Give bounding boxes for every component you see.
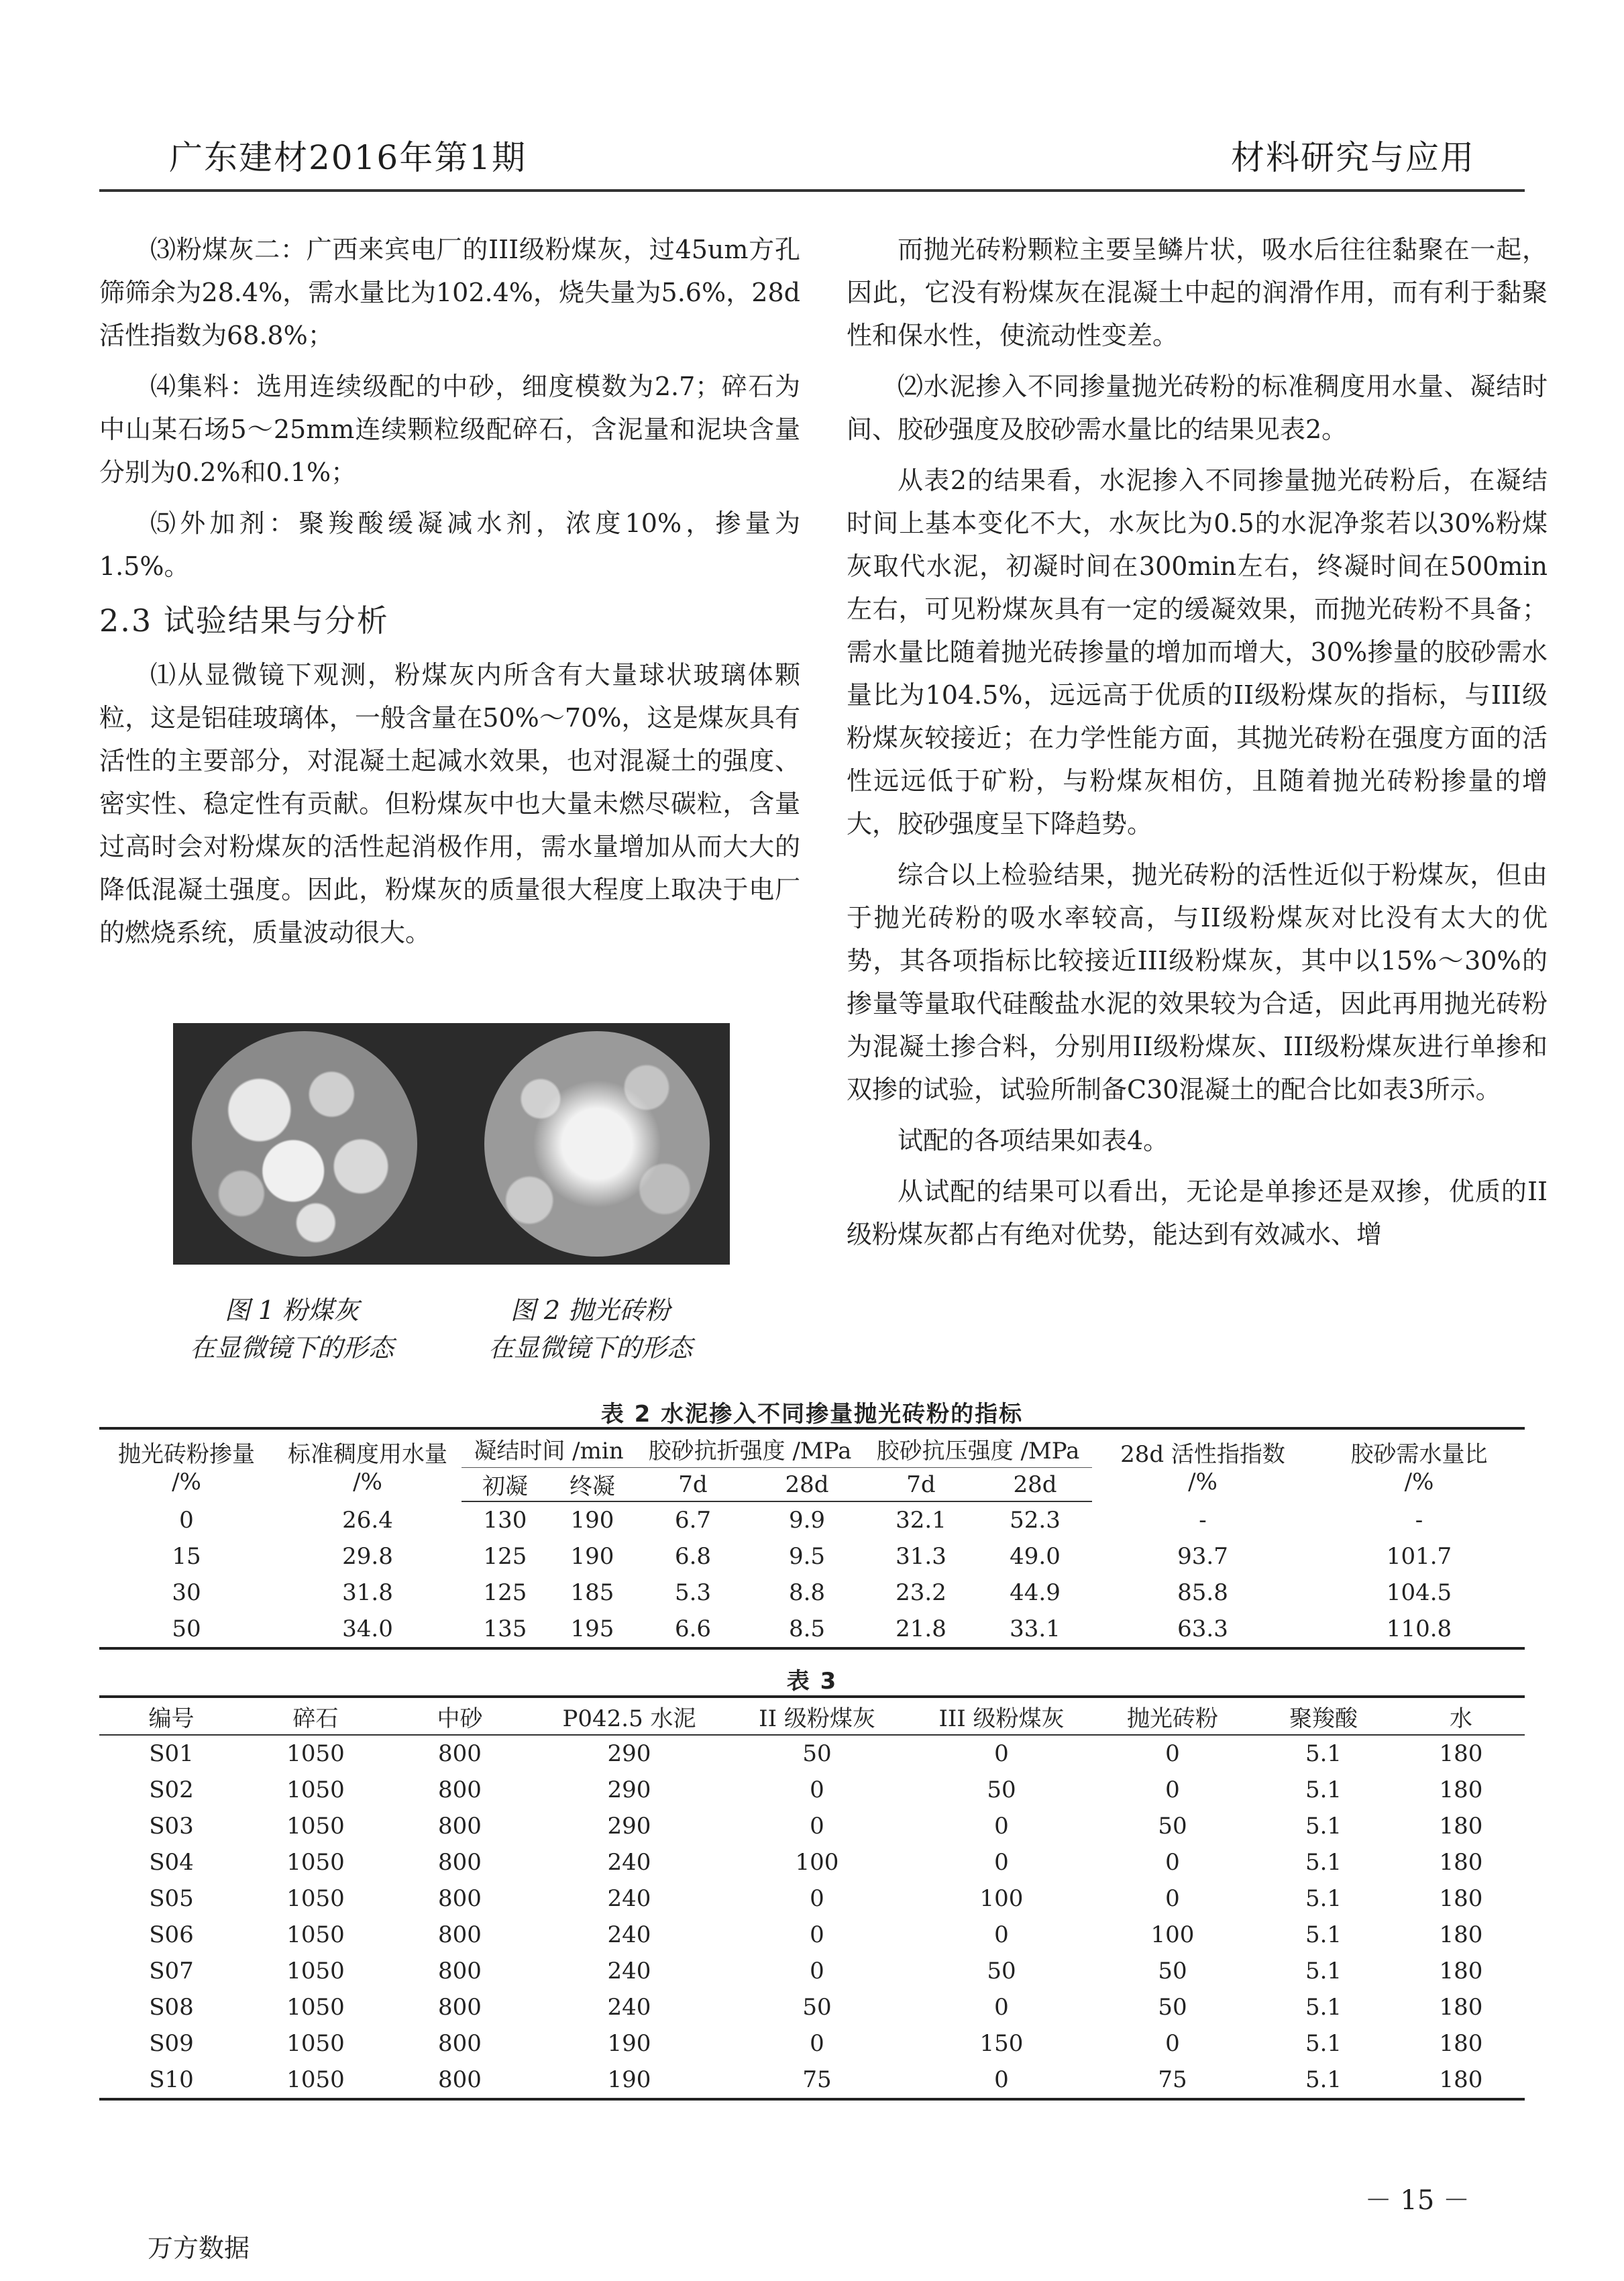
paragraph-flake-shape: 而抛光砖粉颗粒主要呈鳞片状，吸水后往往黏聚在一起，因此，它没有粉煤灰在混凝土中起的润滑作用，而有利于黏聚性和保水性，使流动性变差。 — [847, 235, 1548, 350]
table-cell: 0 — [994, 1994, 1009, 2021]
table-cell: 135 — [462, 1611, 549, 1648]
fly-ash-micrograph — [192, 1031, 417, 1257]
table-cell: 290 — [607, 1813, 651, 1840]
table-cell: 50 — [987, 1776, 1016, 1803]
table-cell: S04 — [149, 1849, 194, 1876]
table-2 — [99, 1427, 1525, 1650]
polishing-powder-micrograph — [484, 1031, 710, 1257]
table-cell: 1050 — [286, 1740, 345, 1767]
col-cement: P042.5 水泥 — [532, 1697, 726, 1735]
table-cell: 150 — [979, 2030, 1024, 2057]
paragraph-table2-intro: ⑵水泥掺入不同掺量抛光砖粉的标准稠度用水量、凝结时间、胶砂强度及胶砂需水量比的结果见表2。 — [847, 372, 1548, 444]
table-cell: 0 — [810, 2030, 824, 2057]
table-cell: S05 — [149, 1885, 194, 1912]
table-cell: 49.0 — [1010, 1543, 1061, 1570]
table-cell: 26.4 — [342, 1506, 393, 1534]
col-water-demand-label: 胶砂需水量比 — [1350, 1441, 1488, 1468]
table-cell: 0 — [810, 1813, 824, 1840]
page-number: － 15 － — [1364, 2185, 1470, 2216]
paragraph-trial-results: 从试配的结果可以看出，无论是单掺还是双掺，优质的II级粉煤灰都占有绝对优势，能达到有效减水、增 — [847, 1177, 1548, 1249]
section-header: 材料研究与应用 — [1231, 138, 1475, 177]
table-cell: 240 — [607, 1994, 651, 2021]
table-cell: S07 — [149, 1958, 194, 1984]
table-row — [99, 1953, 1525, 1989]
table-cell: 104.5 — [1386, 1579, 1452, 1606]
table-cell: 0 — [1165, 1776, 1180, 1803]
table-cell: 5.1 — [1305, 1921, 1342, 1948]
table-cell: 240 — [607, 1849, 651, 1876]
col-dosage — [99, 1428, 274, 1501]
table-cell: 0 — [810, 1921, 824, 1948]
table-cell: 5.1 — [1305, 1885, 1342, 1912]
table-cell: 130 — [483, 1507, 527, 1534]
paragraph-admixture: ⑸外加剂：聚羧酸缓凝减水剂，浓度10%，掺量为1.5%。 — [99, 509, 800, 581]
table-cell: 5.1 — [1305, 1849, 1342, 1876]
table-cell: 75 — [726, 2062, 908, 2099]
table-cell: 800 — [388, 2062, 532, 2099]
table-cell: 32.1 — [896, 1507, 946, 1534]
col-setting-time: 凝结时间 /min — [462, 1428, 636, 1468]
table-row — [99, 1917, 1525, 1953]
paragraph-aggregate: ⑷集料：选用连续级配的中砂，细度模数为2.7；碎石为中山某石场5～25mm连续颗粒级配碎石，含泥量和泥块含量分别为0.2%和0.1%； — [99, 372, 800, 487]
col-compressive-strength: 胶砂抗压强度 /MPa — [864, 1428, 1092, 1468]
table-row — [99, 1844, 1525, 1880]
table-cell: 800 — [438, 1849, 482, 1876]
table-cell: 195 — [549, 1611, 636, 1648]
table-row — [99, 2025, 1525, 2062]
table-cell: 100 — [795, 1849, 839, 1876]
table-cell: S03 — [149, 1813, 194, 1840]
table-cell: 190 — [607, 2030, 651, 2057]
table-cell: 180 — [1397, 2062, 1525, 2099]
table-row — [99, 2062, 1525, 2099]
table-cell: 290 — [607, 1740, 651, 1767]
paragraph-fly-ash-two: ⑶粉煤灰二：广西来宾电厂的III级粉煤灰，过45um方孔筛筛余为28.4%，需水量比为102.4%，烧失量为5.6%，28d活性指数为68.8%； — [99, 235, 800, 350]
table-cell: 5.1 — [1305, 2030, 1342, 2057]
table-cell: 1050 — [243, 2062, 388, 2099]
table-cell: S08 — [149, 1994, 194, 2021]
table-cell: 8.5 — [750, 1611, 864, 1648]
subcol-final-set: 终凝 — [549, 1468, 636, 1502]
table-2-title: 表 2 水泥掺入不同掺量抛光砖粉的指标 — [600, 1401, 1024, 1428]
section-heading-results: 2.3 试验结果与分析 — [99, 602, 389, 639]
table-cell: 93.7 — [1177, 1543, 1228, 1570]
table-cell: 800 — [438, 1994, 482, 2021]
table-cell: 0 — [1165, 1740, 1180, 1767]
table-cell: 21.8 — [864, 1611, 978, 1648]
table-row — [99, 1880, 1525, 1917]
figure-2-caption-line2: 在显微镜下的形态 — [488, 1333, 692, 1363]
table-cell: 6.6 — [636, 1611, 750, 1648]
table-row — [99, 1735, 1525, 1772]
table-cell: 0 — [810, 1776, 824, 1803]
table-cell: 50 — [1158, 1813, 1187, 1840]
table-cell: 1050 — [286, 1885, 345, 1912]
table-cell: 1050 — [286, 1958, 345, 1984]
table-cell: 1050 — [286, 1921, 345, 1948]
table-cell: S09 — [149, 2030, 194, 2057]
table-cell: 5.1 — [1305, 1776, 1342, 1803]
table-cell: 800 — [438, 1776, 482, 1803]
table-cell: 31.8 — [342, 1579, 393, 1606]
table-cell: 1050 — [286, 2030, 345, 2057]
table-cell: 5.1 — [1305, 1958, 1342, 1984]
col-water: 水 — [1397, 1697, 1525, 1735]
col-id: 编号 — [99, 1697, 243, 1735]
table-cell: 290 — [607, 1776, 651, 1803]
table-cell: 6.8 — [674, 1543, 712, 1570]
subcol-comp-28d: 28d — [978, 1468, 1092, 1502]
col-polycarboxylate: 聚羧酸 — [1250, 1697, 1397, 1735]
table-cell: 50 — [1158, 1958, 1187, 1984]
table-cell: 180 — [1439, 1813, 1483, 1840]
col-dosage-unit: /% — [172, 1469, 201, 1495]
paragraph-microscope: ⑴从显微镜下观测，粉煤灰内所含有大量球状玻璃体颗粒，这是铝硅玻璃体，一般含量在50%～70%，这是煤灰具有活性的主要部分，对混凝土起减水效果，也对混凝土的强度、密实性、稳定性有贡献。但粉煤灰中也大量未燃尽碳粒，含量过高时会对粉煤灰的活性起消极作用，需水量增加从而大大的降低混凝土强度。因此，粉煤灰的质量很大程度上取决于电厂的燃烧系统，质量波动很大。 — [99, 660, 800, 947]
table-cell: 63.3 — [1092, 1611, 1313, 1648]
table-cell: 23.2 — [896, 1579, 946, 1606]
table-cell: 1050 — [286, 1994, 345, 2021]
col-activity-index — [1092, 1428, 1313, 1501]
table-cell: 180 — [1439, 1849, 1483, 1876]
table-cell: - — [1199, 1506, 1207, 1534]
table-cell: 800 — [438, 2030, 482, 2057]
table-cell: 50 — [802, 1740, 832, 1767]
table-cell: 180 — [1439, 1740, 1483, 1767]
table-row — [99, 1611, 1525, 1648]
table-cell: 1050 — [286, 1813, 345, 1840]
subcol-flex-28d: 28d — [750, 1468, 864, 1502]
table-cell: 180 — [1439, 1958, 1483, 1984]
table-cell: 75 — [1095, 2062, 1250, 2099]
figure-1-caption — [138, 1291, 446, 1367]
col-water-demand-unit: /% — [1404, 1469, 1434, 1495]
table-row — [99, 1989, 1525, 2025]
col-water-unit: /% — [353, 1469, 382, 1495]
table-cell: 52.3 — [1010, 1507, 1061, 1534]
table-cell: 101.7 — [1386, 1543, 1452, 1570]
table-cell: 110.8 — [1313, 1611, 1525, 1648]
table-row — [99, 1501, 1525, 1538]
table-cell: 125 — [483, 1579, 527, 1606]
col-fly-ash-grade-3: III 级粉煤灰 — [908, 1697, 1095, 1735]
col-fly-ash-grade-2: II 级粉煤灰 — [726, 1697, 908, 1735]
table-cell: 0 — [810, 1885, 824, 1912]
subcol-initial-set: 初凝 — [462, 1468, 549, 1502]
table-cell: 85.8 — [1177, 1579, 1228, 1606]
table-cell: 5.3 — [674, 1579, 712, 1606]
col-water-demand — [1313, 1428, 1525, 1501]
header-divider — [99, 189, 1525, 192]
subcol-flex-7d: 7d — [636, 1468, 750, 1502]
table-cell: 15 — [172, 1543, 201, 1570]
table-cell: 180 — [1439, 1921, 1483, 1948]
table-cell: 5.1 — [1305, 1740, 1342, 1767]
table-cell: 800 — [438, 1921, 482, 1948]
table-row — [99, 1772, 1525, 1808]
table-cell: 0 — [1165, 1885, 1180, 1912]
table-cell: 190 — [532, 2062, 726, 2099]
col-polishing-powder: 抛光砖粉 — [1095, 1697, 1250, 1735]
table-cell: 0 — [810, 1958, 824, 1984]
table-cell: 0 — [179, 1506, 194, 1534]
table-cell: S02 — [149, 1776, 194, 1803]
table-cell: 33.1 — [978, 1611, 1092, 1648]
subcol-comp-7d: 7d — [864, 1468, 978, 1502]
table-cell: 30 — [172, 1579, 201, 1606]
table-cell: - — [1415, 1506, 1423, 1534]
table-cell: 0 — [994, 1921, 1009, 1948]
table-cell: 0 — [994, 1740, 1009, 1767]
table-cell: 240 — [607, 1921, 651, 1948]
col-gravel: 碎石 — [243, 1697, 388, 1735]
table-cell: 0 — [994, 1813, 1009, 1840]
table-cell: 185 — [570, 1579, 614, 1606]
table-cell: 190 — [570, 1543, 614, 1570]
microscope-figure — [173, 1023, 730, 1265]
col-dosage-label: 抛光砖粉掺量 — [118, 1441, 255, 1468]
paragraph-table4-ref: 试配的各项结果如表4。 — [898, 1126, 1169, 1155]
table-cell: 50 — [802, 1994, 832, 2021]
table-cell: 50 — [99, 1611, 274, 1648]
table-cell: 0 — [1165, 2030, 1180, 2057]
figure-2-caption — [436, 1291, 745, 1367]
col-water-label: 标准稠度用水量 — [288, 1441, 447, 1468]
table-row — [99, 1575, 1525, 1611]
table-cell: 1050 — [286, 1849, 345, 1876]
table-cell: 31.3 — [896, 1543, 946, 1570]
table-cell: 190 — [570, 1507, 614, 1534]
table-cell: 125 — [483, 1543, 527, 1570]
figure-1-caption-line2: 在显微镜下的形态 — [189, 1333, 394, 1363]
table-row — [99, 1538, 1525, 1575]
col-activity-unit: /% — [1188, 1469, 1217, 1495]
table-cell: S06 — [149, 1921, 194, 1948]
figure-1-caption-line1: 图 1 粉煤灰 — [224, 1295, 360, 1325]
table-cell: 0 — [908, 2062, 1095, 2099]
table-cell: 8.8 — [788, 1579, 826, 1606]
table-cell: 44.9 — [1010, 1579, 1061, 1606]
table-cell: 180 — [1439, 1776, 1483, 1803]
table-cell: 800 — [438, 1740, 482, 1767]
table-cell: 29.8 — [342, 1543, 393, 1570]
table-cell: 5.1 — [1250, 2062, 1397, 2099]
paragraph-summary: 综合以上检验结果，抛光砖粉的活性近似于粉煤灰，但由于抛光砖粉的吸水率较高，与II级粉煤灰对比没有太大的优势，其各项指标比较接近III级粉煤灰，其中以15%～30%的掺量等量取代硅酸盐水泥的效果较为合适，因此再用抛光砖粉为混凝土掺合料，分别用II级粉煤灰、III级粉煤灰进行单掺和双掺的试验，试验所制备C30混凝土的配合比如表3所示。 — [847, 860, 1548, 1104]
table-cell: 34.0 — [274, 1611, 462, 1648]
col-water — [274, 1428, 462, 1501]
figure-2-caption-line1: 图 2 抛光砖粉 — [510, 1295, 671, 1325]
table-cell: 240 — [607, 1885, 651, 1912]
col-flexural-strength: 胶砂抗折强度 /MPa — [636, 1428, 864, 1468]
table-cell: 6.7 — [674, 1507, 712, 1534]
table-3 — [99, 1695, 1525, 2101]
table-row — [99, 1808, 1525, 1844]
col-sand: 中砂 — [388, 1697, 532, 1735]
table-cell: 180 — [1439, 2030, 1483, 2057]
table-cell: 5.1 — [1305, 1813, 1342, 1840]
table-cell: 100 — [1150, 1921, 1195, 1948]
table-cell: 180 — [1439, 1994, 1483, 2021]
table-cell: S01 — [149, 1740, 194, 1767]
table-cell: 50 — [987, 1958, 1016, 1984]
left-column — [99, 228, 800, 962]
table-cell: 50 — [1158, 1994, 1187, 2021]
paragraph-table2-analysis: 从表2的结果看，水泥掺入不同掺量抛光砖粉后，在凝结时间上基本变化不大，水灰比为0.5的水泥净浆若以30%粉煤灰取代水泥，初凝时间在300min左右，终凝时间在500min左右，可见粉煤灰具有一定的缓凝效果，而抛光砖粉不具备；需水量比随着抛光砖掺量的增加而增大，30%掺量的胶砂需水量比为104.5%，远远高于优质的II级粉煤灰的指标，与III级粉煤灰较接近；在力学性能方面，其抛光砖粉在强度方面的活性远远低于矿粉，与粉煤灰相仿，且随着抛光砖粉掺量的增大，胶砂强度呈下降趋势。 — [847, 466, 1548, 839]
table-cell: 0 — [1165, 1849, 1180, 1876]
journal-issue-header: 广东建材2016年第1期 — [169, 138, 527, 177]
col-activity-label: 28d 活性指指数 — [1120, 1441, 1285, 1468]
table-cell: 180 — [1439, 1885, 1483, 1912]
table-cell: 800 — [438, 1885, 482, 1912]
table-cell: 9.9 — [788, 1507, 826, 1534]
table-cell: S10 — [99, 2062, 243, 2099]
table-cell: 0 — [994, 1849, 1009, 1876]
right-column — [847, 228, 1548, 1264]
table-cell: 800 — [438, 1958, 482, 1984]
table-cell: 1050 — [286, 1776, 345, 1803]
table-cell: 100 — [979, 1885, 1024, 1912]
table-cell: 800 — [438, 1813, 482, 1840]
table-cell: 240 — [607, 1958, 651, 1984]
table-cell: 5.1 — [1305, 1994, 1342, 2021]
table-3-title: 表 3 — [786, 1668, 838, 1695]
source-watermark: 万方数据 — [148, 2233, 250, 2263]
table-cell: 9.5 — [788, 1543, 826, 1570]
